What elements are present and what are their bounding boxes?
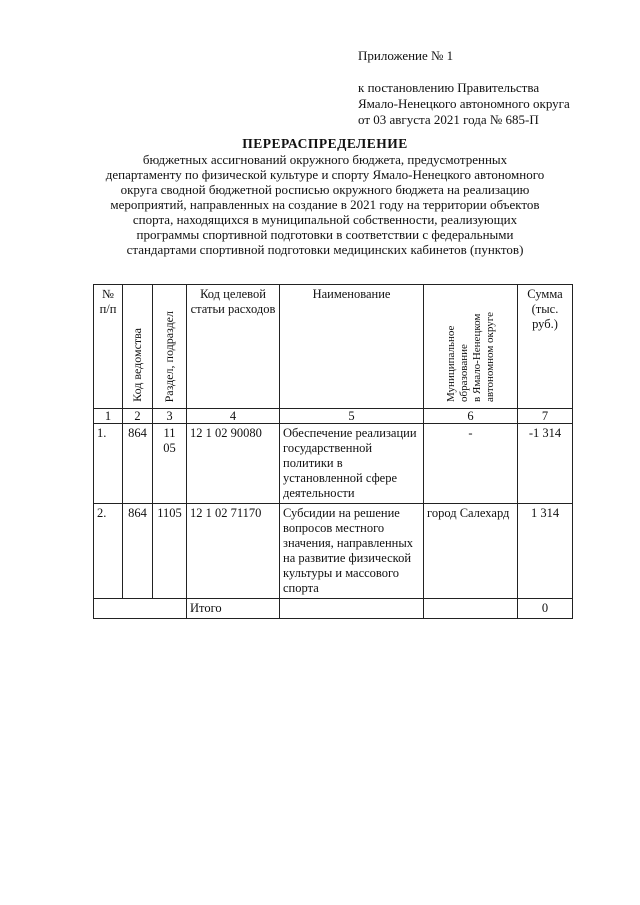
column-number: 1: [94, 409, 123, 424]
total-row: [94, 599, 573, 619]
table-row: [94, 504, 573, 599]
header-name: Наименование: [280, 285, 424, 409]
appendix-region: Ямало-Ненецкого автономного округа: [358, 96, 570, 111]
row-target-code: 12 1 02 71170: [187, 504, 280, 599]
table-row: [94, 424, 573, 504]
header-dept-code: Код ведомства: [123, 285, 153, 409]
row-num: 2.: [94, 504, 123, 599]
title-line: стандартами спортивной подготовки медицинских кабинетов (пунктов): [126, 242, 524, 257]
column-number: 6: [424, 409, 518, 424]
header-target-code: Код целевой статьи расходов: [187, 285, 280, 409]
appendix-number: Приложение № 1: [358, 48, 454, 63]
row-sum: 1 314: [518, 504, 573, 599]
reallocation-table: [93, 284, 573, 619]
row-dept-code: 864: [123, 504, 153, 599]
row-name: Субсидии на решение вопросов местного значения, направленных на развитие физической культуры и массового спорта: [280, 504, 424, 599]
row-target-code: 12 1 02 90080: [187, 424, 280, 504]
document-title: [60, 136, 590, 257]
column-number: 4: [187, 409, 280, 424]
row-section: 11 05: [153, 424, 187, 504]
header-section: Раздел, подраздел: [153, 285, 187, 409]
row-municipality: -: [424, 424, 518, 504]
appendix-date: от 03 августа 2021 года № 685-П: [358, 112, 539, 127]
header-municipality: Муниципальное образование в Ямало-Ненецком автономном округе: [424, 285, 518, 409]
column-number: 5: [280, 409, 424, 424]
row-dept-code: 864: [123, 424, 153, 504]
column-number: 2: [123, 409, 153, 424]
column-number-row: [94, 409, 573, 424]
row-sum: -1 314: [518, 424, 573, 504]
total-sum: 0: [518, 599, 573, 619]
title-line: программы спортивной подготовки в соответствии с федеральными: [136, 227, 514, 242]
title-line: мероприятий, направленных на создание в 2021 году на территории объектов: [110, 197, 540, 212]
title-line: спорта, находящихся в муниципальной собственности, реализующих: [132, 212, 518, 227]
appendix-block: [358, 48, 570, 128]
header-sum: Сумма (тыс. руб.): [518, 285, 573, 409]
column-number: 7: [518, 409, 573, 424]
row-name: Обеспечение реализации государственной политики в установленной сфере деятельности: [280, 424, 424, 504]
title-line: округа сводной бюджетной росписью окружного бюджета на реализацию: [120, 182, 530, 197]
row-num: 1.: [94, 424, 123, 504]
total-label: Итого: [187, 599, 280, 619]
row-municipality: город Салехард: [424, 504, 518, 599]
title-line: бюджетных ассигнований окружного бюджета, предусмотренных: [142, 152, 508, 167]
header-num: № п/п: [94, 285, 123, 409]
title-line: департаменту по физической культуре и спорту Ямало-Ненецкого автономного: [105, 167, 545, 182]
column-number: 3: [153, 409, 187, 424]
table-header-row: [94, 285, 573, 409]
appendix-to-resolution: к постановлению Правительства: [358, 80, 540, 95]
row-section: 1105: [153, 504, 187, 599]
title-heading: ПЕРЕРАСПРЕДЕЛЕНИЕ: [242, 136, 408, 151]
